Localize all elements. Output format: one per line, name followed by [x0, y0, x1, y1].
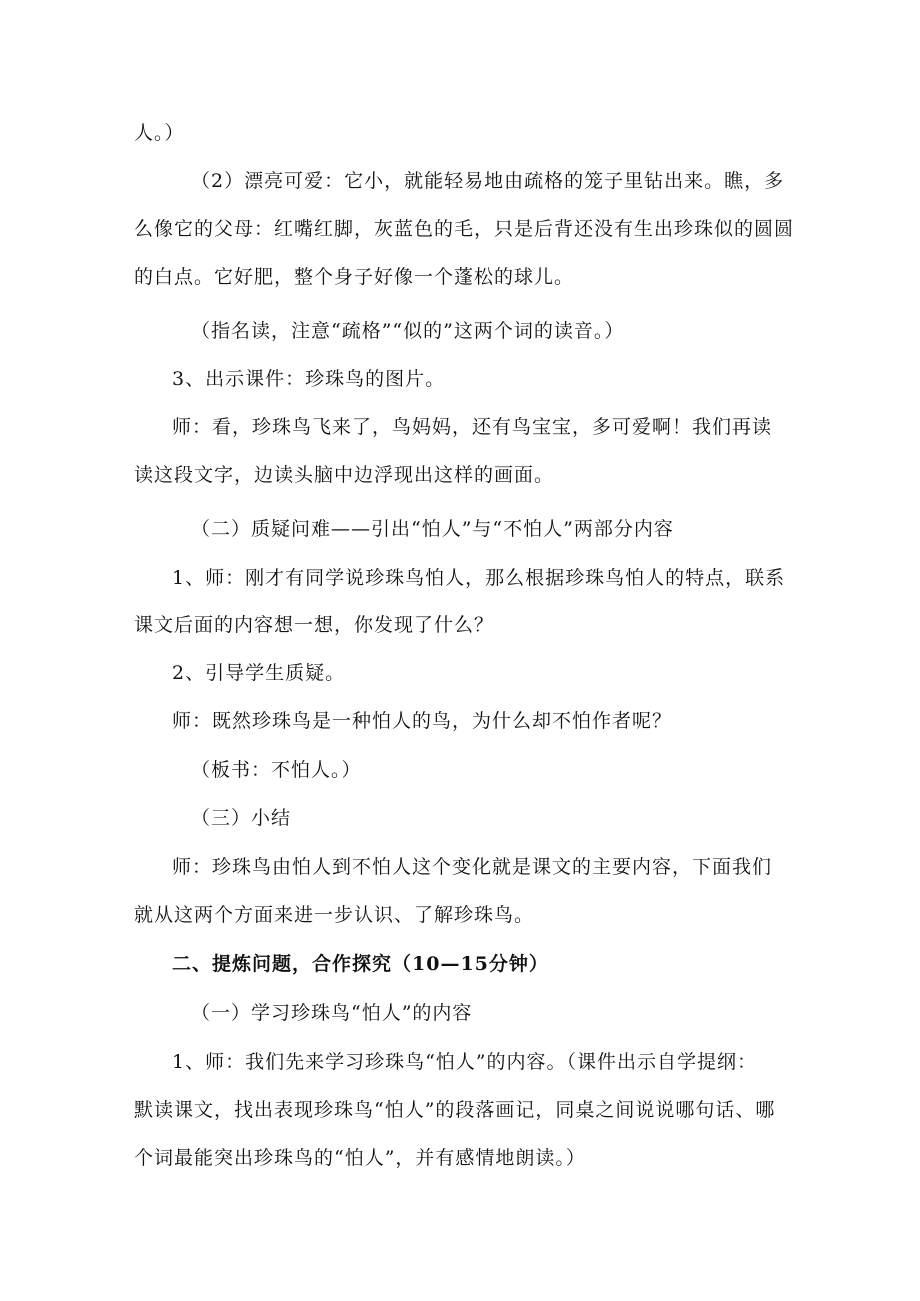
- text-line: 课文后面的内容想一想，你发现了什么？: [134, 614, 495, 636]
- text-line: （板书：不怕人。）: [191, 759, 362, 781]
- text-line: 么像它的父母：红嘴红脚，灰蓝色的毛，只是后背还没有生出珍珠似的圆圆: [134, 218, 795, 240]
- section-heading: （一）学习珍珠鸟“怕人”的内容: [191, 1002, 473, 1024]
- text-line: 1、师：刚才有同学说珍珠鸟怕人，那么根据珍珠鸟怕人的特点，联系: [172, 567, 786, 589]
- text-line: 2、引导学生质疑。: [172, 662, 346, 684]
- text-line: （2）漂亮可爱：它小，就能轻易地由疏格的笼子里钻出来。瞧，多: [191, 170, 785, 192]
- text-line: 师：看，珍珠鸟飞来了，鸟妈妈，还有鸟宝宝，多可爱啊！我们再读: [172, 416, 773, 438]
- text-line: 师：珍珠鸟由怕人到不怕人这个变化就是课文的主要内容，下面我们: [172, 856, 773, 878]
- text-line: 默读课文，找出表现珍珠鸟“怕人”的段落画记，同桌之间说说哪句话、哪: [134, 1099, 776, 1121]
- text-line: 3、出示课件：珍珠鸟的图片。: [172, 368, 446, 390]
- section-heading: （三）小结: [191, 807, 292, 829]
- text-line: 师：既然珍珠鸟是一种怕人的鸟，为什么却不怕作者呢？: [172, 710, 673, 732]
- section-heading: （二）质疑问难——引出“怕人”与“不怕人”两部分内容: [191, 518, 674, 540]
- text-line: 个词最能突出珍珠鸟的“怕人”，并有感情地朗读。）: [134, 1147, 586, 1169]
- text-line: 人。）: [134, 122, 185, 144]
- text-line: 1、师：我们先来学习珍珠鸟“怕人”的内容。（课件出示自学提纲：: [172, 1051, 758, 1073]
- text-line: 就从这两个方面来进一步认识、了解珍珠鸟。: [134, 904, 535, 926]
- text-line: 读这段文字，边读头脑中边浮现出这样的画面。: [134, 464, 555, 486]
- text-line: 的白点。它好肥，整个身子好像一个蓬松的球儿。: [134, 266, 575, 288]
- text-line: （指名读，注意“疏格”“似的”这两个词的读音。）: [191, 320, 625, 342]
- main-heading: 二、提炼问题，合作探究（10—15分钟）: [172, 953, 549, 975]
